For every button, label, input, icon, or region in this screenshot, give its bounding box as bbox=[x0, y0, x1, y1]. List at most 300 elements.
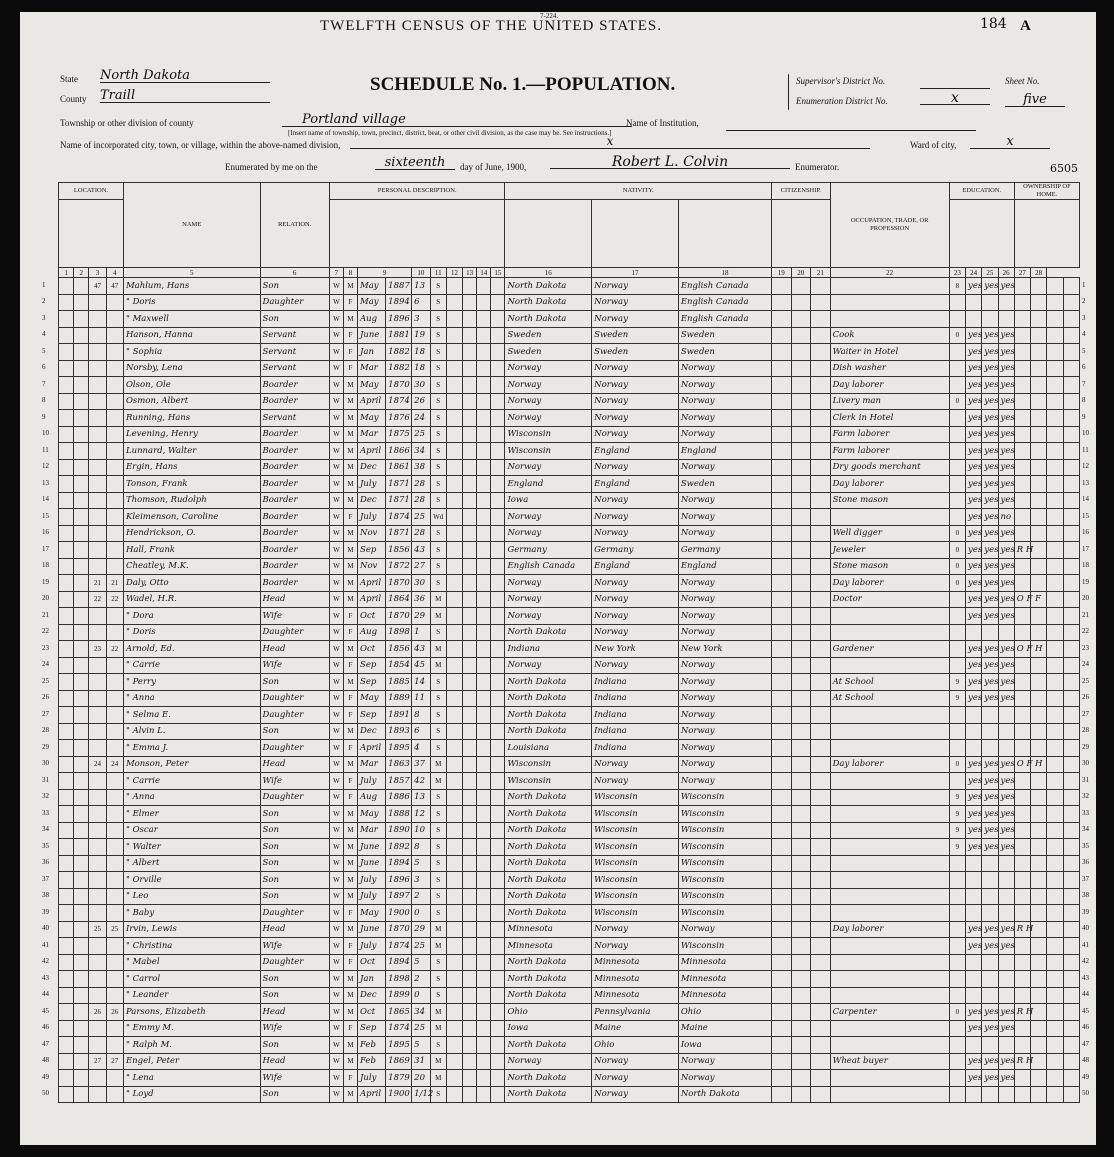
row-number: 23 bbox=[42, 643, 49, 652]
row-number: 15 bbox=[1082, 511, 1089, 520]
marital-status-cell: M bbox=[430, 773, 446, 790]
margin-note: 6505 bbox=[1050, 162, 1078, 175]
months-school-cell: 0 bbox=[949, 327, 965, 344]
naturalization-cell bbox=[811, 641, 831, 658]
birth-year-cell: 1876 bbox=[386, 410, 412, 427]
naturalization-cell bbox=[811, 839, 831, 856]
row-number: 38 bbox=[42, 891, 49, 899]
farm-house-cell bbox=[1047, 690, 1063, 707]
street-cell bbox=[59, 756, 74, 773]
mother-birthplace-cell: Norway bbox=[678, 492, 771, 509]
column-number: 8 bbox=[343, 268, 357, 278]
mother-birthplace-cell: Norway bbox=[678, 674, 771, 691]
naturalization-cell bbox=[811, 855, 831, 872]
years-in-us-cell bbox=[791, 789, 811, 806]
marital-status-cell: M bbox=[430, 1004, 446, 1021]
children-living-cell bbox=[477, 839, 491, 856]
sex-cell: M bbox=[343, 723, 357, 740]
ownership-cell bbox=[1014, 410, 1030, 427]
dwelling-number-cell bbox=[89, 938, 106, 955]
birth-year-cell: 1882 bbox=[386, 360, 412, 377]
dwelling-number-cell bbox=[89, 707, 106, 724]
can-read-cell: yes bbox=[966, 377, 982, 394]
can-read-cell: yes bbox=[966, 806, 982, 823]
occupation-cell: Livery man bbox=[830, 393, 949, 410]
children-born-cell bbox=[463, 723, 477, 740]
children-born-cell bbox=[463, 855, 477, 872]
farm-house-cell bbox=[1047, 624, 1063, 641]
years-in-us-cell bbox=[791, 707, 811, 724]
occupation-cell: At School bbox=[830, 690, 949, 707]
dwelling-number-cell bbox=[89, 839, 106, 856]
family-number-cell bbox=[106, 360, 123, 377]
can-write-cell: yes bbox=[982, 509, 998, 526]
extra-cell bbox=[491, 459, 505, 476]
can-write-cell: yes bbox=[982, 525, 998, 542]
children-living-cell bbox=[477, 723, 491, 740]
relation-cell: Son bbox=[260, 855, 329, 872]
ownership-cell bbox=[1014, 806, 1030, 823]
table-row bbox=[59, 690, 1080, 707]
street-cell bbox=[59, 641, 74, 658]
naturalization-cell bbox=[811, 410, 831, 427]
occupation-header: OCCUPATION, TRADE, OR PROFESSION bbox=[830, 183, 949, 268]
row-number: 45 bbox=[1082, 1006, 1089, 1015]
table-row bbox=[59, 410, 1080, 427]
farm-schedule-cell bbox=[1063, 921, 1079, 938]
ownership-cell bbox=[1014, 492, 1030, 509]
can-write-cell bbox=[982, 723, 998, 740]
street-cell bbox=[59, 921, 74, 938]
row-number: 37 bbox=[1082, 874, 1089, 883]
family-number-cell bbox=[106, 723, 123, 740]
birth-month-cell: April bbox=[358, 1086, 386, 1103]
occupation-cell bbox=[830, 657, 949, 674]
years-married-cell bbox=[446, 888, 462, 905]
farm-house-cell bbox=[1047, 954, 1063, 971]
sex-cell: F bbox=[343, 905, 357, 922]
table-row bbox=[59, 740, 1080, 757]
occupation-cell bbox=[830, 1070, 949, 1087]
months-school-cell bbox=[949, 855, 965, 872]
birthplace-cell: North Dakota bbox=[505, 674, 592, 691]
occupation-cell: Stone mason bbox=[830, 558, 949, 575]
family-number-cell: 26 bbox=[106, 1004, 123, 1021]
months-school-cell bbox=[949, 344, 965, 361]
relation-cell: Servant bbox=[260, 410, 329, 427]
age-cell: 30 bbox=[412, 575, 430, 592]
marital-status-cell: M bbox=[430, 938, 446, 955]
birth-month-cell: July bbox=[358, 872, 386, 889]
street-cell bbox=[59, 1086, 74, 1103]
farm-schedule-cell bbox=[1063, 674, 1079, 691]
months-school-cell bbox=[949, 311, 965, 328]
can-read-cell: yes bbox=[966, 459, 982, 476]
immigration-year-cell bbox=[772, 426, 792, 443]
row-number: 29 bbox=[1082, 742, 1089, 751]
ownership-cell bbox=[1014, 938, 1030, 955]
birth-month-cell: July bbox=[358, 476, 386, 493]
row-number: 28 bbox=[42, 726, 49, 734]
mother-birthplace-cell: Sweden bbox=[678, 327, 771, 344]
free-mortgaged-cell bbox=[1031, 410, 1047, 427]
immigration-year-cell bbox=[772, 624, 792, 641]
can-read-cell: yes bbox=[966, 525, 982, 542]
family-number-cell bbox=[106, 410, 123, 427]
father-birthplace-cell: Norway bbox=[592, 525, 679, 542]
sex-cell: F bbox=[343, 608, 357, 625]
relation-cell: Son bbox=[260, 872, 329, 889]
years-married-cell bbox=[446, 657, 462, 674]
family-number-cell bbox=[106, 657, 123, 674]
farm-house-cell bbox=[1047, 443, 1063, 460]
free-mortgaged-cell bbox=[1031, 294, 1047, 311]
months-school-cell bbox=[949, 1020, 965, 1037]
table-row bbox=[59, 344, 1080, 361]
age-cell: 31 bbox=[412, 1053, 430, 1070]
column-number: 12 bbox=[446, 268, 462, 278]
sex-cell: M bbox=[343, 443, 357, 460]
extra-cell bbox=[491, 344, 505, 361]
age-cell: 3 bbox=[412, 872, 430, 889]
birth-year-cell: 1895 bbox=[386, 1037, 412, 1054]
children-living-cell bbox=[477, 344, 491, 361]
relation-cell: Servant bbox=[260, 344, 329, 361]
farm-house-cell bbox=[1047, 674, 1063, 691]
farm-house-cell bbox=[1047, 558, 1063, 575]
age-cell: 13 bbox=[412, 278, 430, 295]
column-number: 23 bbox=[949, 268, 965, 278]
marital-status-cell: M bbox=[430, 1053, 446, 1070]
row-number: 18 bbox=[1082, 561, 1089, 569]
father-birthplace-cell: Norway bbox=[592, 492, 679, 509]
can-read-cell: yes bbox=[966, 1070, 982, 1087]
occupation-cell: Day laborer bbox=[830, 575, 949, 592]
farm-schedule-cell bbox=[1063, 360, 1079, 377]
extra-cell bbox=[491, 311, 505, 328]
mother-birthplace-cell: Norway bbox=[678, 773, 771, 790]
row-number: 7 bbox=[42, 379, 46, 388]
farm-schedule-cell bbox=[1063, 525, 1079, 542]
naturalization-cell bbox=[811, 509, 831, 526]
farm-schedule-cell bbox=[1063, 855, 1079, 872]
years-married-cell bbox=[446, 707, 462, 724]
months-school-cell bbox=[949, 905, 965, 922]
father-birthplace-cell: Norway bbox=[592, 360, 679, 377]
color-cell: W bbox=[329, 806, 343, 823]
ownership-cell: R H bbox=[1014, 542, 1030, 559]
marital-status-cell: S bbox=[430, 294, 446, 311]
birth-month-cell: Feb bbox=[358, 1037, 386, 1054]
free-mortgaged-cell bbox=[1031, 558, 1047, 575]
children-born-cell bbox=[463, 756, 477, 773]
children-born-cell bbox=[463, 822, 477, 839]
marital-status-cell: S bbox=[430, 410, 446, 427]
name-header: NAME bbox=[123, 183, 260, 268]
speaks-english-cell bbox=[998, 624, 1014, 641]
row-number: 34 bbox=[1082, 825, 1089, 833]
marital-status-cell: M bbox=[430, 921, 446, 938]
birthplace-cell: Iowa bbox=[505, 492, 592, 509]
color-cell: W bbox=[329, 971, 343, 988]
immigration-year-cell bbox=[772, 938, 792, 955]
farm-schedule-cell bbox=[1063, 591, 1079, 608]
marital-status-cell: S bbox=[430, 707, 446, 724]
sex-cell: M bbox=[343, 987, 357, 1004]
years-married-cell bbox=[446, 327, 462, 344]
months-school-cell bbox=[949, 888, 965, 905]
naturalization-cell bbox=[811, 1004, 831, 1021]
can-read-cell: yes bbox=[966, 1004, 982, 1021]
extra-cell bbox=[491, 393, 505, 410]
can-write-cell: yes bbox=[982, 822, 998, 839]
name-cell: Hanson, Hanna bbox=[123, 327, 260, 344]
children-born-cell bbox=[463, 410, 477, 427]
table-row bbox=[59, 327, 1080, 344]
mother-birthplace-cell: Norway bbox=[678, 624, 771, 641]
street-cell bbox=[59, 608, 74, 625]
row-number: 5 bbox=[1082, 346, 1086, 355]
naturalization-cell bbox=[811, 822, 831, 839]
dwelling-number-cell: 21 bbox=[89, 575, 106, 592]
farm-schedule-cell bbox=[1063, 509, 1079, 526]
farm-schedule-cell bbox=[1063, 987, 1079, 1004]
father-birthplace-cell: Norway bbox=[592, 756, 679, 773]
dwelling-number-cell bbox=[89, 657, 106, 674]
street-cell bbox=[59, 707, 74, 724]
father-birthplace-cell: Norway bbox=[592, 591, 679, 608]
birth-month-cell: May bbox=[358, 690, 386, 707]
mother-birthplace-cell: Norway bbox=[678, 1053, 771, 1070]
naturalization-cell bbox=[811, 542, 831, 559]
row-number: 4 bbox=[42, 330, 46, 338]
column-number: 6 bbox=[260, 268, 329, 278]
name-cell: Engel, Peter bbox=[123, 1053, 260, 1070]
row-number: 40 bbox=[1082, 924, 1089, 932]
color-cell: W bbox=[329, 525, 343, 542]
row-number: 48 bbox=[42, 1056, 49, 1064]
table-row bbox=[59, 1004, 1080, 1021]
mother-birthplace-cell: Norway bbox=[678, 740, 771, 757]
naturalization-cell bbox=[811, 789, 831, 806]
immigration-year-cell bbox=[772, 476, 792, 493]
can-write-cell: yes bbox=[982, 921, 998, 938]
table-row bbox=[59, 954, 1080, 971]
sex-cell: F bbox=[343, 344, 357, 361]
sex-cell: M bbox=[343, 872, 357, 889]
street-cell bbox=[59, 971, 74, 988]
name-cell: Kleimenson, Caroline bbox=[123, 509, 260, 526]
dwelling-number-cell bbox=[89, 542, 106, 559]
speaks-english-cell: yes bbox=[998, 410, 1014, 427]
ownership-cell bbox=[1014, 294, 1030, 311]
children-living-cell bbox=[477, 509, 491, 526]
occupation-cell: Farm laborer bbox=[830, 443, 949, 460]
years-married-cell bbox=[446, 476, 462, 493]
years-in-us-cell bbox=[791, 740, 811, 757]
children-born-cell bbox=[463, 905, 477, 922]
ownership-cell bbox=[1014, 344, 1030, 361]
occupation-cell bbox=[830, 888, 949, 905]
schedule-title: SCHEDULE No. 1.—POPULATION. bbox=[370, 74, 676, 95]
nativity-header: NATIVITY. bbox=[505, 183, 772, 200]
marital-status-cell: S bbox=[430, 888, 446, 905]
birth-year-cell: 1898 bbox=[386, 624, 412, 641]
birth-month-cell: May bbox=[358, 905, 386, 922]
speaks-english-cell bbox=[998, 707, 1014, 724]
speaks-english-cell: yes bbox=[998, 657, 1014, 674]
institution-value bbox=[726, 116, 976, 131]
street-cell bbox=[59, 492, 74, 509]
farm-schedule-cell bbox=[1063, 1020, 1079, 1037]
farm-schedule-cell bbox=[1063, 723, 1079, 740]
name-cell: Cheatley, M.K. bbox=[123, 558, 260, 575]
row-number: 1 bbox=[1082, 280, 1086, 289]
street-cell bbox=[59, 377, 74, 394]
birth-month-cell: Aug bbox=[358, 311, 386, 328]
farm-schedule-cell bbox=[1063, 905, 1079, 922]
enumerated-prefix: Enumerated by me on the bbox=[225, 162, 318, 172]
birthplace-person-header bbox=[505, 200, 592, 268]
birth-year-cell: 1874 bbox=[386, 1020, 412, 1037]
dwelling-number-cell bbox=[89, 690, 106, 707]
birth-month-cell: May bbox=[358, 806, 386, 823]
ownership-cell bbox=[1014, 971, 1030, 988]
row-number: 49 bbox=[42, 1072, 49, 1081]
relation-cell: Wife bbox=[260, 1020, 329, 1037]
birthplace-cell: Norway bbox=[505, 1053, 592, 1070]
can-read-cell bbox=[966, 1037, 982, 1054]
ownership-cell bbox=[1014, 1086, 1030, 1103]
mother-birthplace-cell: Norway bbox=[678, 1070, 771, 1087]
years-married-cell bbox=[446, 1020, 462, 1037]
can-read-cell: yes bbox=[966, 426, 982, 443]
age-cell: 19 bbox=[412, 327, 430, 344]
years-in-us-cell bbox=[791, 1004, 811, 1021]
birth-month-cell: July bbox=[358, 1070, 386, 1087]
children-born-cell bbox=[463, 591, 477, 608]
children-living-cell bbox=[477, 806, 491, 823]
father-birthplace-cell: Indiana bbox=[592, 707, 679, 724]
immigration-year-cell bbox=[772, 509, 792, 526]
sheet-value: five bbox=[1005, 92, 1065, 107]
row-number: 16 bbox=[42, 528, 49, 536]
free-mortgaged-cell bbox=[1031, 707, 1047, 724]
years-in-us-cell bbox=[791, 360, 811, 377]
children-living-cell bbox=[477, 756, 491, 773]
age-cell: 37 bbox=[412, 756, 430, 773]
children-living-cell bbox=[477, 426, 491, 443]
table-row bbox=[59, 839, 1080, 856]
ownership-cell: O F F bbox=[1014, 591, 1030, 608]
naturalization-cell bbox=[811, 1070, 831, 1087]
birthplace-cell: Norway bbox=[505, 360, 592, 377]
house-number-cell bbox=[74, 987, 89, 1004]
free-mortgaged-cell bbox=[1031, 608, 1047, 625]
years-married-cell bbox=[446, 525, 462, 542]
birth-year-cell: 1900 bbox=[386, 905, 412, 922]
occupation-cell: Gardener bbox=[830, 641, 949, 658]
children-living-cell bbox=[477, 525, 491, 542]
birth-month-cell: Dec bbox=[358, 492, 386, 509]
children-born-cell bbox=[463, 921, 477, 938]
house-number-cell bbox=[74, 756, 89, 773]
birth-year-cell: 1887 bbox=[386, 278, 412, 295]
sheet-label: Sheet No. bbox=[1005, 76, 1040, 86]
age-cell: 2 bbox=[412, 971, 430, 988]
can-read-cell bbox=[966, 1086, 982, 1103]
can-read-cell: yes bbox=[966, 558, 982, 575]
family-number-cell bbox=[106, 459, 123, 476]
row-number: 1 bbox=[42, 280, 46, 289]
birthplace-cell: North Dakota bbox=[505, 971, 592, 988]
father-birthplace-cell: Sweden bbox=[592, 344, 679, 361]
years-married-cell bbox=[446, 756, 462, 773]
house-number-cell bbox=[74, 410, 89, 427]
row-number: 14 bbox=[42, 495, 49, 503]
birth-month-cell: Oct bbox=[358, 954, 386, 971]
family-number-cell bbox=[106, 558, 123, 575]
name-cell: Lunnard, Walter bbox=[123, 443, 260, 460]
months-school-cell bbox=[949, 492, 965, 509]
dwelling-number-cell bbox=[89, 443, 106, 460]
row-number: 33 bbox=[42, 808, 49, 817]
table-row bbox=[59, 888, 1080, 905]
row-number: 34 bbox=[42, 825, 49, 833]
speaks-english-cell bbox=[998, 294, 1014, 311]
can-write-cell: yes bbox=[982, 542, 998, 559]
name-cell: " Emma J. bbox=[123, 740, 260, 757]
months-school-cell: 0 bbox=[949, 575, 965, 592]
street-cell bbox=[59, 476, 74, 493]
mother-birthplace-cell: Maine bbox=[678, 1020, 771, 1037]
children-born-cell bbox=[463, 624, 477, 641]
color-cell: W bbox=[329, 443, 343, 460]
can-read-cell: yes bbox=[966, 1020, 982, 1037]
years-in-us-cell bbox=[791, 591, 811, 608]
enumerator-name: Robert L. Colvin bbox=[550, 154, 790, 169]
children-living-cell bbox=[477, 443, 491, 460]
years-married-cell bbox=[446, 971, 462, 988]
row-number: 44 bbox=[1082, 990, 1089, 998]
occupation-cell: Day laborer bbox=[830, 476, 949, 493]
speaks-english-cell: yes bbox=[998, 591, 1014, 608]
relation-cell: Wife bbox=[260, 938, 329, 955]
relation-cell: Daughter bbox=[260, 690, 329, 707]
birth-year-cell: 1863 bbox=[386, 756, 412, 773]
mother-birthplace-cell: Minnesota bbox=[678, 971, 771, 988]
family-number-cell bbox=[106, 1037, 123, 1054]
speaks-english-cell: yes bbox=[998, 360, 1014, 377]
birth-month-cell: Aug bbox=[358, 624, 386, 641]
father-birthplace-cell: Minnesota bbox=[592, 954, 679, 971]
speaks-english-cell: yes bbox=[998, 1004, 1014, 1021]
dwelling-number-cell bbox=[89, 773, 106, 790]
extra-cell bbox=[491, 410, 505, 427]
children-living-cell bbox=[477, 558, 491, 575]
months-school-cell bbox=[949, 509, 965, 526]
ownership-header: OWNERSHIP OF HOME. bbox=[1014, 183, 1079, 200]
can-read-cell: yes bbox=[966, 492, 982, 509]
children-born-cell bbox=[463, 525, 477, 542]
years-married-cell bbox=[446, 855, 462, 872]
street-cell bbox=[59, 278, 74, 295]
years-in-us-cell bbox=[791, 1070, 811, 1087]
months-school-cell: 9 bbox=[949, 822, 965, 839]
relation-cell: Son bbox=[260, 839, 329, 856]
immigration-year-cell bbox=[772, 1004, 792, 1021]
occupation-cell bbox=[830, 707, 949, 724]
